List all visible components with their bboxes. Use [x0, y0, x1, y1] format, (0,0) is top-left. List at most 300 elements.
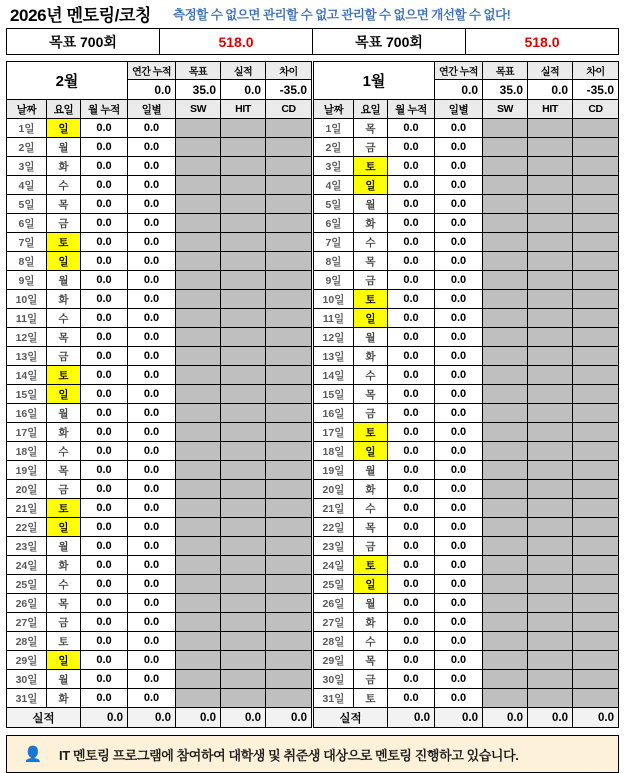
- cell-sw[interactable]: [176, 328, 221, 347]
- cell-cd[interactable]: [266, 442, 312, 461]
- cell-cd[interactable]: [573, 138, 619, 157]
- cell-sw[interactable]: [176, 290, 221, 309]
- cell-sw[interactable]: [176, 689, 221, 708]
- cell-daily[interactable]: 0.0: [128, 252, 176, 271]
- cell-sw[interactable]: [483, 518, 528, 537]
- cell-cd[interactable]: [266, 461, 312, 480]
- cell-month-cumulative[interactable]: 0.0: [387, 385, 434, 404]
- cell-hit[interactable]: [528, 195, 573, 214]
- cell-cd[interactable]: [266, 366, 312, 385]
- cell-hit[interactable]: [528, 594, 573, 613]
- cell-month-cumulative[interactable]: 0.0: [81, 119, 128, 138]
- cell-sw[interactable]: [176, 575, 221, 594]
- cell-daily[interactable]: 0.0: [435, 328, 483, 347]
- cell-hit[interactable]: [221, 613, 266, 632]
- cell-month-cumulative[interactable]: 0.0: [387, 461, 434, 480]
- cell-hit[interactable]: [221, 689, 266, 708]
- cell-hit[interactable]: [528, 119, 573, 138]
- cell-hit[interactable]: [528, 632, 573, 651]
- cell-cd[interactable]: [573, 214, 619, 233]
- cell-hit[interactable]: [528, 271, 573, 290]
- cell-sw[interactable]: [176, 271, 221, 290]
- cell-daily[interactable]: 0.0: [128, 594, 176, 613]
- cell-hit[interactable]: [528, 290, 573, 309]
- cell-cd[interactable]: [266, 518, 312, 537]
- cell-month-cumulative[interactable]: 0.0: [387, 328, 434, 347]
- cell-hit[interactable]: [221, 480, 266, 499]
- cell-hit[interactable]: [221, 499, 266, 518]
- cell-hit[interactable]: [528, 423, 573, 442]
- cell-sw[interactable]: [483, 442, 528, 461]
- cell-daily[interactable]: 0.0: [435, 347, 483, 366]
- cell-hit[interactable]: [221, 290, 266, 309]
- cell-sw[interactable]: [176, 632, 221, 651]
- cell-month-cumulative[interactable]: 0.0: [387, 537, 434, 556]
- cell-cd[interactable]: [573, 423, 619, 442]
- cell-month-cumulative[interactable]: 0.0: [387, 632, 434, 651]
- cell-cd[interactable]: [573, 651, 619, 670]
- cell-hit[interactable]: [528, 366, 573, 385]
- cell-month-cumulative[interactable]: 0.0: [81, 385, 128, 404]
- cell-daily[interactable]: 0.0: [128, 632, 176, 651]
- cell-sw[interactable]: [483, 594, 528, 613]
- cell-sw[interactable]: [483, 689, 528, 708]
- cell-hit[interactable]: [528, 176, 573, 195]
- cell-month-cumulative[interactable]: 0.0: [81, 233, 128, 252]
- cell-hit[interactable]: [528, 404, 573, 423]
- cell-cd[interactable]: [266, 499, 312, 518]
- cell-cd[interactable]: [573, 575, 619, 594]
- cell-sw[interactable]: [483, 651, 528, 670]
- cell-month-cumulative[interactable]: 0.0: [387, 404, 434, 423]
- cell-sw[interactable]: [176, 157, 221, 176]
- cell-daily[interactable]: 0.0: [435, 537, 483, 556]
- cell-daily[interactable]: 0.0: [128, 119, 176, 138]
- cell-cd[interactable]: [573, 328, 619, 347]
- cell-daily[interactable]: 0.0: [435, 385, 483, 404]
- cell-daily[interactable]: 0.0: [128, 309, 176, 328]
- cell-month-cumulative[interactable]: 0.0: [81, 404, 128, 423]
- cell-hit[interactable]: [221, 233, 266, 252]
- cell-hit[interactable]: [221, 176, 266, 195]
- cell-cd[interactable]: [266, 537, 312, 556]
- cell-sw[interactable]: [176, 670, 221, 689]
- cell-cd[interactable]: [266, 575, 312, 594]
- cell-month-cumulative[interactable]: 0.0: [387, 518, 434, 537]
- cell-sw[interactable]: [176, 214, 221, 233]
- cell-sw[interactable]: [176, 556, 221, 575]
- cell-daily[interactable]: 0.0: [435, 556, 483, 575]
- cell-hit[interactable]: [528, 651, 573, 670]
- cell-cd[interactable]: [573, 366, 619, 385]
- cell-month-cumulative[interactable]: 0.0: [81, 461, 128, 480]
- cell-month-cumulative[interactable]: 0.0: [81, 157, 128, 176]
- cell-daily[interactable]: 0.0: [128, 423, 176, 442]
- cell-month-cumulative[interactable]: 0.0: [81, 176, 128, 195]
- cell-sw[interactable]: [483, 157, 528, 176]
- cell-daily[interactable]: 0.0: [128, 138, 176, 157]
- cell-cd[interactable]: [573, 518, 619, 537]
- cell-sw[interactable]: [176, 499, 221, 518]
- cell-daily[interactable]: 0.0: [435, 195, 483, 214]
- cell-month-cumulative[interactable]: 0.0: [387, 138, 434, 157]
- cell-daily[interactable]: 0.0: [435, 290, 483, 309]
- cell-hit[interactable]: [221, 575, 266, 594]
- cell-daily[interactable]: 0.0: [128, 670, 176, 689]
- cell-daily[interactable]: 0.0: [128, 442, 176, 461]
- cell-hit[interactable]: [528, 556, 573, 575]
- cell-cd[interactable]: [573, 556, 619, 575]
- cell-hit[interactable]: [221, 157, 266, 176]
- cell-sw[interactable]: [176, 613, 221, 632]
- cell-sw[interactable]: [176, 366, 221, 385]
- cell-daily[interactable]: 0.0: [435, 632, 483, 651]
- cell-cd[interactable]: [266, 594, 312, 613]
- cell-sw[interactable]: [176, 138, 221, 157]
- cell-sw[interactable]: [176, 537, 221, 556]
- cell-cd[interactable]: [266, 176, 312, 195]
- cell-hit[interactable]: [221, 423, 266, 442]
- cell-sw[interactable]: [483, 290, 528, 309]
- cell-sw[interactable]: [483, 271, 528, 290]
- cell-daily[interactable]: 0.0: [128, 556, 176, 575]
- cell-hit[interactable]: [528, 309, 573, 328]
- cell-month-cumulative[interactable]: 0.0: [81, 499, 128, 518]
- cell-cd[interactable]: [266, 689, 312, 708]
- cell-month-cumulative[interactable]: 0.0: [81, 138, 128, 157]
- cell-cd[interactable]: [266, 556, 312, 575]
- cell-month-cumulative[interactable]: 0.0: [387, 157, 434, 176]
- cell-sw[interactable]: [176, 309, 221, 328]
- cell-month-cumulative[interactable]: 0.0: [387, 195, 434, 214]
- cell-month-cumulative[interactable]: 0.0: [81, 271, 128, 290]
- cell-cd[interactable]: [266, 309, 312, 328]
- cell-daily[interactable]: 0.0: [128, 499, 176, 518]
- cell-month-cumulative[interactable]: 0.0: [81, 670, 128, 689]
- cell-hit[interactable]: [221, 252, 266, 271]
- cell-hit[interactable]: [221, 328, 266, 347]
- cell-hit[interactable]: [221, 214, 266, 233]
- cell-daily[interactable]: 0.0: [128, 651, 176, 670]
- cell-daily[interactable]: 0.0: [435, 252, 483, 271]
- cell-month-cumulative[interactable]: 0.0: [81, 328, 128, 347]
- cell-hit[interactable]: [528, 252, 573, 271]
- cell-cd[interactable]: [573, 290, 619, 309]
- cell-cd[interactable]: [266, 214, 312, 233]
- cell-sw[interactable]: [483, 556, 528, 575]
- cell-cd[interactable]: [266, 651, 312, 670]
- cell-cd[interactable]: [573, 461, 619, 480]
- cell-month-cumulative[interactable]: 0.0: [81, 632, 128, 651]
- cell-cd[interactable]: [573, 670, 619, 689]
- cell-cd[interactable]: [266, 347, 312, 366]
- cell-cd[interactable]: [266, 613, 312, 632]
- cell-hit[interactable]: [528, 670, 573, 689]
- cell-daily[interactable]: 0.0: [128, 176, 176, 195]
- cell-sw[interactable]: [483, 632, 528, 651]
- cell-hit[interactable]: [221, 632, 266, 651]
- cell-hit[interactable]: [221, 651, 266, 670]
- cell-month-cumulative[interactable]: 0.0: [387, 556, 434, 575]
- cell-sw[interactable]: [483, 119, 528, 138]
- cell-hit[interactable]: [221, 461, 266, 480]
- cell-sw[interactable]: [176, 423, 221, 442]
- cell-hit[interactable]: [528, 461, 573, 480]
- cell-month-cumulative[interactable]: 0.0: [387, 423, 434, 442]
- cell-daily[interactable]: 0.0: [435, 518, 483, 537]
- cell-sw[interactable]: [483, 328, 528, 347]
- cell-daily[interactable]: 0.0: [128, 271, 176, 290]
- cell-daily[interactable]: 0.0: [128, 461, 176, 480]
- cell-cd[interactable]: [573, 119, 619, 138]
- cell-sw[interactable]: [483, 575, 528, 594]
- cell-month-cumulative[interactable]: 0.0: [387, 480, 434, 499]
- cell-sw[interactable]: [483, 214, 528, 233]
- cell-daily[interactable]: 0.0: [128, 366, 176, 385]
- cell-sw[interactable]: [483, 613, 528, 632]
- cell-cd[interactable]: [573, 347, 619, 366]
- cell-sw[interactable]: [176, 594, 221, 613]
- cell-daily[interactable]: 0.0: [435, 366, 483, 385]
- cell-month-cumulative[interactable]: 0.0: [81, 366, 128, 385]
- cell-month-cumulative[interactable]: 0.0: [81, 575, 128, 594]
- cell-month-cumulative[interactable]: 0.0: [81, 214, 128, 233]
- cell-hit[interactable]: [528, 233, 573, 252]
- cell-month-cumulative[interactable]: 0.0: [387, 366, 434, 385]
- cell-month-cumulative[interactable]: 0.0: [81, 442, 128, 461]
- cell-hit[interactable]: [528, 347, 573, 366]
- cell-daily[interactable]: 0.0: [435, 309, 483, 328]
- cell-daily[interactable]: 0.0: [435, 404, 483, 423]
- cell-sw[interactable]: [483, 252, 528, 271]
- cell-hit[interactable]: [528, 214, 573, 233]
- cell-daily[interactable]: 0.0: [128, 290, 176, 309]
- cell-month-cumulative[interactable]: 0.0: [387, 214, 434, 233]
- cell-sw[interactable]: [176, 176, 221, 195]
- cell-hit[interactable]: [528, 480, 573, 499]
- cell-month-cumulative[interactable]: 0.0: [387, 309, 434, 328]
- cell-hit[interactable]: [221, 309, 266, 328]
- cell-sw[interactable]: [483, 461, 528, 480]
- cell-month-cumulative[interactable]: 0.0: [81, 252, 128, 271]
- cell-month-cumulative[interactable]: 0.0: [387, 290, 434, 309]
- cell-hit[interactable]: [528, 575, 573, 594]
- cell-month-cumulative[interactable]: 0.0: [81, 290, 128, 309]
- cell-hit[interactable]: [221, 594, 266, 613]
- cell-cd[interactable]: [266, 157, 312, 176]
- cell-sw[interactable]: [176, 404, 221, 423]
- cell-month-cumulative[interactable]: 0.0: [81, 480, 128, 499]
- cell-hit[interactable]: [221, 271, 266, 290]
- cell-hit[interactable]: [221, 366, 266, 385]
- cell-sw[interactable]: [176, 480, 221, 499]
- cell-hit[interactable]: [528, 518, 573, 537]
- cell-cd[interactable]: [573, 499, 619, 518]
- cell-daily[interactable]: 0.0: [435, 138, 483, 157]
- cell-daily[interactable]: 0.0: [128, 328, 176, 347]
- cell-month-cumulative[interactable]: 0.0: [81, 423, 128, 442]
- cell-hit[interactable]: [221, 347, 266, 366]
- cell-month-cumulative[interactable]: 0.0: [387, 233, 434, 252]
- cell-month-cumulative[interactable]: 0.0: [387, 119, 434, 138]
- cell-cd[interactable]: [573, 442, 619, 461]
- cell-sw[interactable]: [176, 119, 221, 138]
- cell-daily[interactable]: 0.0: [435, 575, 483, 594]
- cell-month-cumulative[interactable]: 0.0: [387, 176, 434, 195]
- cell-cd[interactable]: [573, 537, 619, 556]
- cell-month-cumulative[interactable]: 0.0: [81, 594, 128, 613]
- cell-sw[interactable]: [483, 423, 528, 442]
- cell-month-cumulative[interactable]: 0.0: [81, 613, 128, 632]
- cell-cd[interactable]: [573, 195, 619, 214]
- cell-sw[interactable]: [483, 176, 528, 195]
- cell-daily[interactable]: 0.0: [435, 233, 483, 252]
- cell-month-cumulative[interactable]: 0.0: [387, 689, 434, 708]
- cell-cd[interactable]: [573, 385, 619, 404]
- cell-daily[interactable]: 0.0: [128, 480, 176, 499]
- cell-month-cumulative[interactable]: 0.0: [387, 594, 434, 613]
- cell-cd[interactable]: [266, 328, 312, 347]
- cell-sw[interactable]: [483, 366, 528, 385]
- cell-daily[interactable]: 0.0: [435, 442, 483, 461]
- cell-hit[interactable]: [528, 328, 573, 347]
- cell-cd[interactable]: [573, 271, 619, 290]
- cell-daily[interactable]: 0.0: [128, 404, 176, 423]
- cell-sw[interactable]: [176, 252, 221, 271]
- cell-daily[interactable]: 0.0: [435, 613, 483, 632]
- cell-cd[interactable]: [266, 233, 312, 252]
- cell-cd[interactable]: [266, 632, 312, 651]
- cell-sw[interactable]: [176, 518, 221, 537]
- cell-hit[interactable]: [221, 556, 266, 575]
- cell-daily[interactable]: 0.0: [435, 461, 483, 480]
- cell-sw[interactable]: [483, 309, 528, 328]
- cell-hit[interactable]: [221, 385, 266, 404]
- cell-sw[interactable]: [176, 195, 221, 214]
- cell-month-cumulative[interactable]: 0.0: [81, 537, 128, 556]
- cell-daily[interactable]: 0.0: [128, 613, 176, 632]
- cell-sw[interactable]: [483, 233, 528, 252]
- cell-cd[interactable]: [266, 138, 312, 157]
- cell-month-cumulative[interactable]: 0.0: [387, 670, 434, 689]
- cell-hit[interactable]: [528, 385, 573, 404]
- cell-daily[interactable]: 0.0: [435, 157, 483, 176]
- cell-cd[interactable]: [266, 670, 312, 689]
- cell-sw[interactable]: [176, 347, 221, 366]
- cell-hit[interactable]: [528, 689, 573, 708]
- cell-daily[interactable]: 0.0: [128, 689, 176, 708]
- cell-sw[interactable]: [176, 385, 221, 404]
- cell-month-cumulative[interactable]: 0.0: [387, 442, 434, 461]
- cell-cd[interactable]: [266, 423, 312, 442]
- cell-daily[interactable]: 0.0: [435, 499, 483, 518]
- cell-sw[interactable]: [483, 670, 528, 689]
- cell-month-cumulative[interactable]: 0.0: [81, 651, 128, 670]
- cell-hit[interactable]: [528, 442, 573, 461]
- cell-cd[interactable]: [266, 404, 312, 423]
- cell-cd[interactable]: [266, 480, 312, 499]
- cell-daily[interactable]: 0.0: [435, 423, 483, 442]
- cell-month-cumulative[interactable]: 0.0: [81, 195, 128, 214]
- cell-sw[interactable]: [176, 461, 221, 480]
- cell-month-cumulative[interactable]: 0.0: [81, 689, 128, 708]
- cell-sw[interactable]: [483, 537, 528, 556]
- cell-hit[interactable]: [221, 404, 266, 423]
- cell-month-cumulative[interactable]: 0.0: [387, 651, 434, 670]
- cell-month-cumulative[interactable]: 0.0: [387, 499, 434, 518]
- cell-cd[interactable]: [573, 632, 619, 651]
- cell-month-cumulative[interactable]: 0.0: [81, 556, 128, 575]
- cell-daily[interactable]: 0.0: [128, 385, 176, 404]
- cell-cd[interactable]: [573, 689, 619, 708]
- cell-hit[interactable]: [221, 670, 266, 689]
- cell-hit[interactable]: [221, 119, 266, 138]
- cell-cd[interactable]: [573, 594, 619, 613]
- cell-cd[interactable]: [573, 252, 619, 271]
- cell-sw[interactable]: [483, 347, 528, 366]
- cell-month-cumulative[interactable]: 0.0: [387, 613, 434, 632]
- cell-sw[interactable]: [483, 138, 528, 157]
- cell-hit[interactable]: [528, 613, 573, 632]
- cell-sw[interactable]: [483, 499, 528, 518]
- cell-hit[interactable]: [221, 518, 266, 537]
- cell-cd[interactable]: [573, 176, 619, 195]
- cell-daily[interactable]: 0.0: [128, 195, 176, 214]
- cell-daily[interactable]: 0.0: [435, 594, 483, 613]
- cell-hit[interactable]: [528, 157, 573, 176]
- cell-daily[interactable]: 0.0: [435, 214, 483, 233]
- cell-sw[interactable]: [176, 442, 221, 461]
- cell-month-cumulative[interactable]: 0.0: [81, 518, 128, 537]
- cell-cd[interactable]: [266, 119, 312, 138]
- cell-cd[interactable]: [266, 195, 312, 214]
- cell-cd[interactable]: [573, 309, 619, 328]
- cell-hit[interactable]: [528, 499, 573, 518]
- cell-daily[interactable]: 0.0: [435, 271, 483, 290]
- cell-sw[interactable]: [176, 233, 221, 252]
- cell-daily[interactable]: 0.0: [435, 670, 483, 689]
- cell-daily[interactable]: 0.0: [435, 480, 483, 499]
- cell-daily[interactable]: 0.0: [128, 575, 176, 594]
- cell-cd[interactable]: [573, 404, 619, 423]
- cell-daily[interactable]: 0.0: [128, 214, 176, 233]
- cell-sw[interactable]: [483, 385, 528, 404]
- cell-month-cumulative[interactable]: 0.0: [81, 347, 128, 366]
- cell-cd[interactable]: [266, 271, 312, 290]
- cell-cd[interactable]: [573, 157, 619, 176]
- cell-month-cumulative[interactable]: 0.0: [387, 347, 434, 366]
- cell-hit[interactable]: [528, 138, 573, 157]
- cell-daily[interactable]: 0.0: [435, 176, 483, 195]
- cell-daily[interactable]: 0.0: [435, 689, 483, 708]
- cell-month-cumulative[interactable]: 0.0: [387, 271, 434, 290]
- cell-hit[interactable]: [528, 537, 573, 556]
- cell-hit[interactable]: [221, 138, 266, 157]
- cell-daily[interactable]: 0.0: [435, 651, 483, 670]
- cell-cd[interactable]: [573, 480, 619, 499]
- cell-month-cumulative[interactable]: 0.0: [387, 575, 434, 594]
- cell-month-cumulative[interactable]: 0.0: [81, 309, 128, 328]
- cell-hit[interactable]: [221, 195, 266, 214]
- cell-cd[interactable]: [573, 233, 619, 252]
- cell-sw[interactable]: [176, 651, 221, 670]
- cell-sw[interactable]: [483, 195, 528, 214]
- cell-hit[interactable]: [221, 442, 266, 461]
- cell-month-cumulative[interactable]: 0.0: [387, 252, 434, 271]
- cell-daily[interactable]: 0.0: [128, 347, 176, 366]
- cell-daily[interactable]: 0.0: [128, 518, 176, 537]
- cell-sw[interactable]: [483, 480, 528, 499]
